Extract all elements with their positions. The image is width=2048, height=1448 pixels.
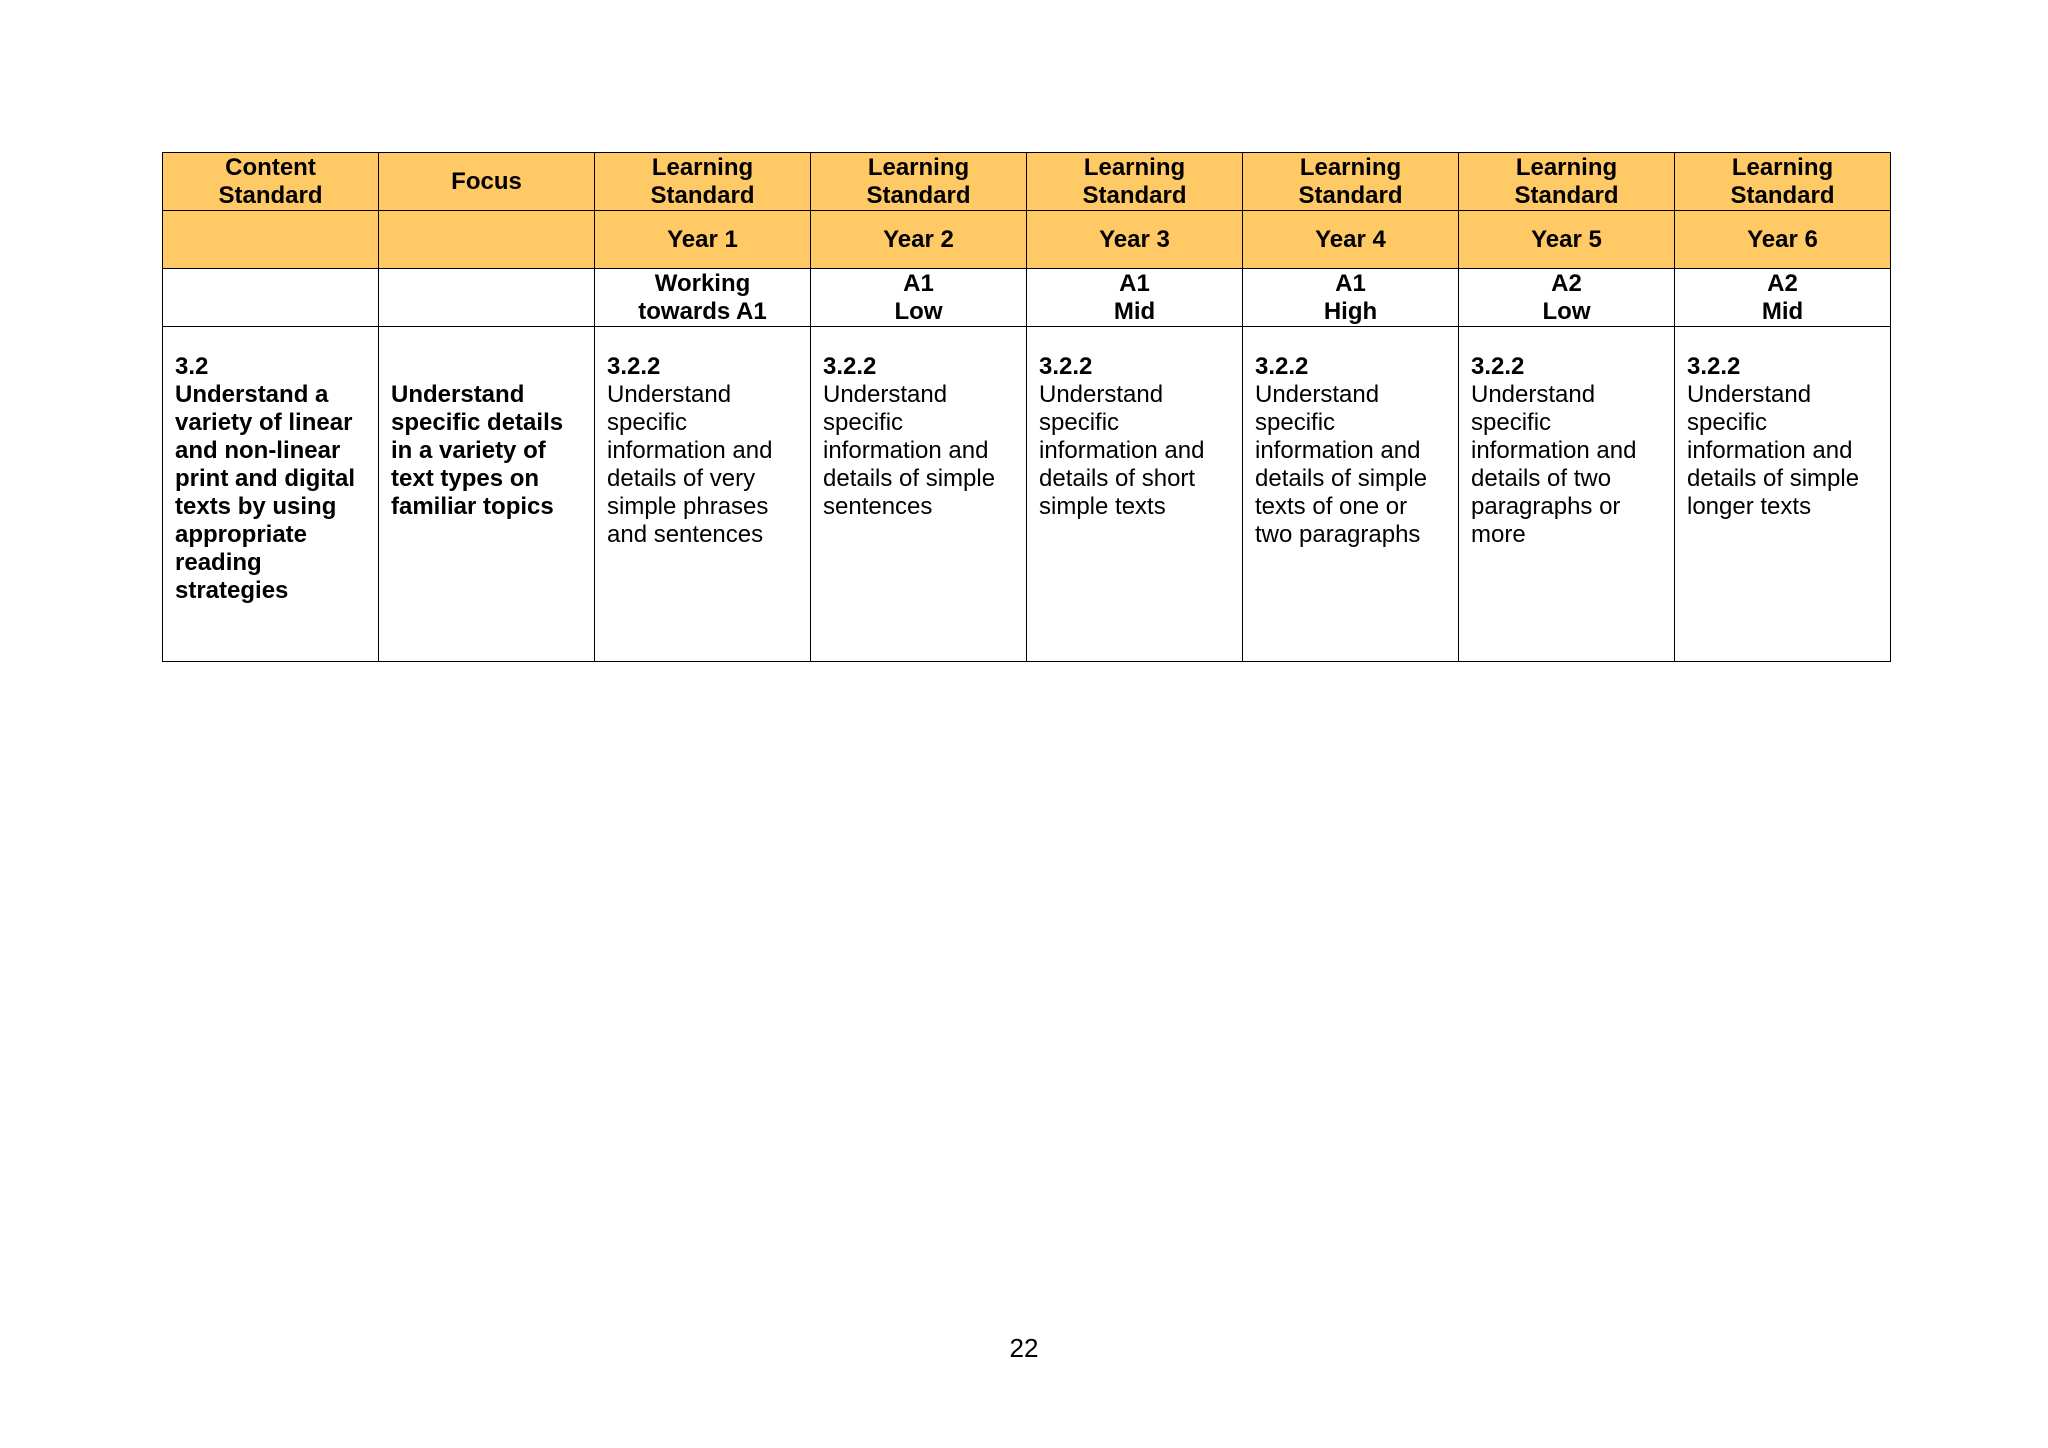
learning-line: information and [1687, 437, 1853, 464]
header-learning-standard-2 [811, 153, 1027, 211]
level-line: A1 [1335, 269, 1366, 297]
level-line: A2 [1551, 269, 1582, 297]
learning-line: specific [1039, 409, 1120, 436]
header-learning-line: Standard [1082, 181, 1187, 209]
learning-cell-year-6 [1675, 327, 1891, 662]
year-1-cell: Year 1 [595, 211, 811, 269]
focus-line: in a variety of [391, 437, 546, 464]
year-4-cell: Year 4 [1243, 211, 1459, 269]
content-standard-line: print and digital [175, 465, 355, 492]
learning-line: information and [1039, 437, 1205, 464]
header-learning-standard-3 [1027, 153, 1243, 211]
learning-line: Understand [1471, 381, 1596, 408]
header-learning-line: Learning [1299, 153, 1402, 181]
learning-line: two paragraphs [1255, 521, 1421, 548]
header-learning-line: Standard [866, 181, 971, 209]
content-standard-line: reading [175, 549, 262, 576]
focus-line: text types on [391, 465, 540, 492]
focus-line: specific details [391, 409, 564, 436]
content-standard-line: texts by using [175, 493, 337, 520]
learning-line: details of simple [823, 465, 996, 492]
learning-cell-year-3 [1027, 327, 1243, 662]
level-line: A1 [1119, 269, 1150, 297]
header-content-standard-line: Content [225, 153, 316, 181]
focus-cell [379, 327, 595, 662]
year-3-cell: Year 3 [1027, 211, 1243, 269]
content-standard-line: strategies [175, 577, 289, 604]
level-line: Working [654, 269, 751, 297]
learning-line: Understand [1687, 381, 1812, 408]
level-line: Mid [1113, 297, 1156, 325]
learning-code: 3.2.2 [607, 353, 661, 380]
focus-line: familiar topics [391, 493, 554, 520]
level-line: A1 [903, 269, 934, 297]
learning-line: texts of one or [1255, 493, 1408, 520]
learning-line: longer texts [1687, 493, 1812, 520]
year-6-cell: Year 6 [1675, 211, 1891, 269]
learning-code: 3.2.2 [1039, 353, 1093, 380]
focus-line: Understand [391, 381, 525, 408]
learning-line: details of short [1039, 465, 1196, 492]
level-line: Mid [1761, 297, 1804, 325]
learning-line: information and [607, 437, 773, 464]
header-learning-line: Standard [650, 181, 755, 209]
learning-line: simple texts [1039, 493, 1166, 520]
level-cell-1 [595, 269, 811, 327]
header-row [163, 153, 1891, 211]
learning-code: 3.2.2 [1687, 353, 1741, 380]
year-5-cell: Year 5 [1459, 211, 1675, 269]
level-cell-6 [1675, 269, 1891, 327]
level-row [163, 269, 1891, 327]
year-row [163, 211, 1891, 269]
content-standard-line: variety of linear [175, 409, 353, 436]
year-empty-cell [163, 211, 379, 269]
learning-line: details of simple [1687, 465, 1860, 492]
level-empty-cell [163, 269, 379, 327]
learning-line: Understand [607, 381, 732, 408]
learning-line: specific [607, 409, 688, 436]
content-standard-line: Understand a [175, 381, 329, 408]
learning-line: details of simple [1255, 465, 1428, 492]
header-learning-line: Standard [1730, 181, 1835, 209]
content-standard-line: and non-linear [175, 437, 341, 464]
header-learning-standard-5 [1459, 153, 1675, 211]
learning-line: Understand [1255, 381, 1380, 408]
learning-line: paragraphs or [1471, 493, 1621, 520]
header-learning-standard-1 [595, 153, 811, 211]
learning-line: simple phrases [607, 493, 769, 520]
header-learning-standard-6 [1675, 153, 1891, 211]
learning-code: 3.2.2 [823, 353, 877, 380]
learning-cell-year-1 [595, 327, 811, 662]
learning-line: information and [823, 437, 989, 464]
learning-line: specific [1255, 409, 1336, 436]
learning-line: sentences [823, 493, 933, 520]
content-standard-cell [163, 327, 379, 662]
learning-line: Understand [823, 381, 948, 408]
year-empty-cell [379, 211, 595, 269]
level-line: towards A1 [638, 297, 767, 325]
header-learning-line: Learning [1515, 153, 1618, 181]
learning-line: information and [1255, 437, 1421, 464]
focus-spacer [391, 353, 582, 381]
learning-line: information and [1471, 437, 1637, 464]
content-row [163, 327, 1891, 662]
learning-line: specific [823, 409, 904, 436]
learning-line: specific [1687, 409, 1768, 436]
header-learning-line: Standard [1298, 181, 1403, 209]
learning-cell-year-4 [1243, 327, 1459, 662]
header-learning-line: Learning [867, 153, 970, 181]
level-cell-4 [1243, 269, 1459, 327]
content-standard-line: appropriate [175, 521, 308, 548]
level-cell-3 [1027, 269, 1243, 327]
year-2-cell: Year 2 [811, 211, 1027, 269]
header-content-standard [163, 153, 379, 211]
learning-code: 3.2.2 [1471, 353, 1525, 380]
learning-line: Understand [1039, 381, 1164, 408]
level-line: Low [1542, 297, 1591, 325]
learning-line: and sentences [607, 521, 764, 548]
page-number: 22 [1009, 1333, 1039, 1363]
level-line: Low [894, 297, 943, 325]
learning-line: details of very [607, 465, 756, 492]
level-line: A2 [1767, 269, 1798, 297]
content-standard-code: 3.2 [175, 353, 209, 380]
header-focus: Focus [379, 153, 595, 211]
learning-cell-year-5 [1459, 327, 1675, 662]
learning-cell-year-2 [811, 327, 1027, 662]
header-learning-standard-4 [1243, 153, 1459, 211]
learning-code: 3.2.2 [1255, 353, 1309, 380]
learning-line: details of two [1471, 465, 1612, 492]
level-empty-cell [379, 269, 595, 327]
level-line: High [1323, 297, 1378, 325]
learning-line: specific [1471, 409, 1552, 436]
learning-line: more [1471, 521, 1526, 548]
header-learning-line: Learning [651, 153, 754, 181]
header-learning-line: Learning [1731, 153, 1834, 181]
header-learning-line: Standard [1514, 181, 1619, 209]
learning-standards-table [162, 152, 1891, 662]
level-cell-5 [1459, 269, 1675, 327]
header-learning-line: Learning [1083, 153, 1186, 181]
level-cell-2 [811, 269, 1027, 327]
header-content-standard-line: Standard [218, 181, 323, 209]
